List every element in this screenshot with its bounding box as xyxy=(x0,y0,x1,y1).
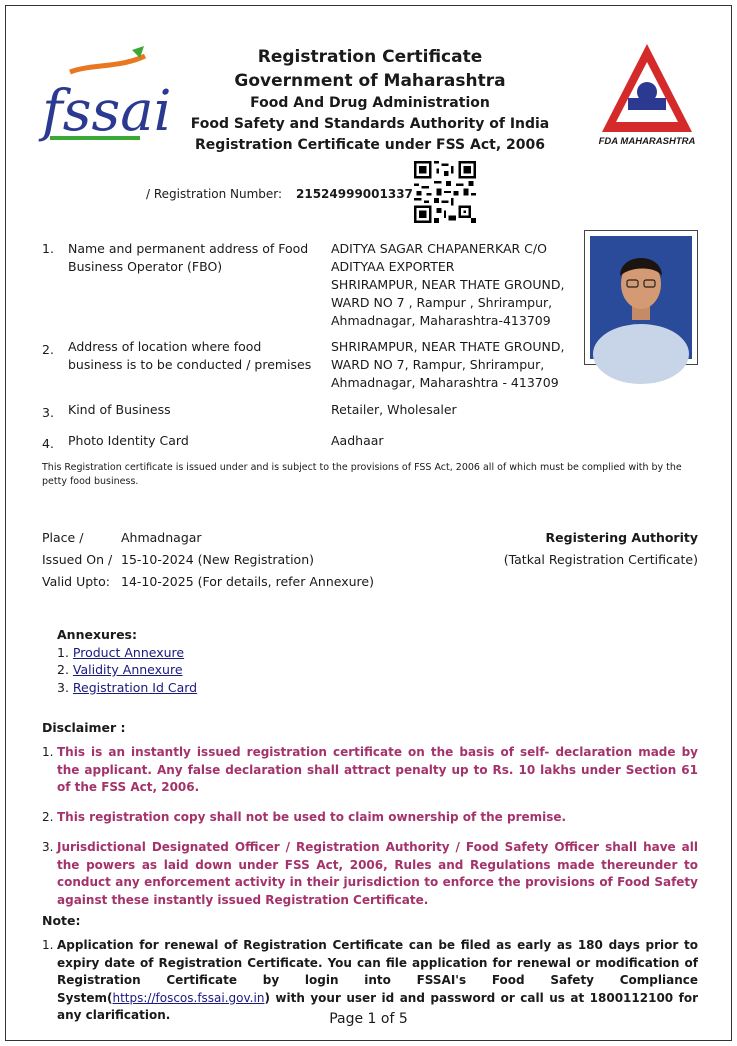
detail-value: Retailer, Wholesaler xyxy=(331,402,457,417)
disclaimer-item xyxy=(42,809,698,827)
annexure-item xyxy=(57,679,197,697)
value-line: Ahmadnagar, Maharashtra-413709 xyxy=(331,313,551,328)
note-number: 1. xyxy=(42,938,54,952)
disclaimer-number: 2. xyxy=(42,810,54,824)
detail-value: Aadhaar xyxy=(331,433,384,448)
value-line: SHRIRAMPUR, NEAR THATE GROUND, xyxy=(331,277,565,292)
header-act: Registration Certificate under FSS Act, 2006 xyxy=(195,137,545,153)
registering-authority-title: Registering Authority xyxy=(545,530,698,545)
note-title: Note: xyxy=(42,913,81,928)
place-value: Ahmadnagar xyxy=(121,530,202,545)
disclaimer-number: 3. xyxy=(42,840,54,854)
fss-act-notice: This Registration certificate is issued under and is subject to the provisions of FSS Act, 2006 all of which must be complied with by the petty food business. xyxy=(42,462,682,487)
photo-image xyxy=(590,236,692,359)
registration-id-card-link[interactable]: Registration Id Card xyxy=(72,679,198,695)
value-line: SHRIRAMPUR, NEAR THATE GROUND, xyxy=(331,339,565,354)
registration-number-label: / Registration Number: xyxy=(146,187,283,201)
detail-row-business-kind xyxy=(0,401,580,421)
annexures-title: Annexures: xyxy=(57,627,137,642)
disclaimer-item xyxy=(42,839,698,909)
person-silhouette-icon xyxy=(590,236,692,359)
issued-value: 15-10-2024 (New Registration) xyxy=(121,552,314,567)
certificate-header xyxy=(180,46,560,156)
validity-annexure-link[interactable]: Validity Annexure xyxy=(72,662,183,677)
fda-maharashtra-logo xyxy=(598,40,696,148)
value-line: ADITYAA EXPORTER xyxy=(331,259,455,274)
fssai-logo xyxy=(40,42,172,150)
detail-row-premises xyxy=(0,338,580,394)
disclaimer-number: 1. xyxy=(42,745,54,759)
detail-number: 2. xyxy=(42,342,54,357)
detail-label: Kind of Business xyxy=(68,402,171,417)
value-line: WARD NO 7 , Rampur , Shrirampur, xyxy=(331,295,553,310)
detail-number: 4. xyxy=(42,436,54,451)
valid-value: 14-10-2025 (For details, refer Annexure) xyxy=(121,574,374,589)
product-annexure-link[interactable]: Product Annexure xyxy=(72,644,185,660)
svg-text:fssai: fssai xyxy=(42,79,172,144)
detail-value xyxy=(331,338,571,392)
value-line: Ahmadnagar, Maharashtra - 413709 xyxy=(331,375,559,390)
valid-label: Valid Upto: xyxy=(42,574,110,589)
svg-text:FDA MAHARASHTRA: FDA MAHARASHTRA xyxy=(598,136,696,147)
note-text-before: Application for renewal of Registration Certificate can be filed as early as 180 days prior to expiry date of Registration Certificate. You can file application for renewal or modification of Registration Certificate by login into FSSAI's Food Safety Compliance System( xyxy=(57,938,698,1005)
registration-number-value: 21524999001337 xyxy=(296,187,413,201)
disclaimer-title: Disclaimer : xyxy=(42,720,126,735)
detail-number: 1. xyxy=(42,241,54,256)
detail-row-fbo-name xyxy=(0,240,580,330)
detail-label: Address of location where food business is to be conducted / premises xyxy=(68,339,312,372)
registering-authority-subtitle: (Tatkal Registration Certificate) xyxy=(503,552,698,567)
disclaimer-text: Jurisdictional Designated Officer / Registration Authority / Food Safety Officer shall have all the powers as laid down under FSS Act, 2006, Rules and Regulations made thereunder to conduct any enforcement activity in their jurisdiction to enforce the provisions of Food Safety against these instantly issued Registration Certificate. xyxy=(57,840,698,907)
header-title: Registration Certificate xyxy=(257,47,483,67)
disclaimer-text: This registration copy shall not be used to claim ownership of the premise. xyxy=(57,810,567,824)
page-number: Page 1 of 5 xyxy=(329,1011,408,1027)
detail-value xyxy=(331,240,571,330)
annexure-number: 1. xyxy=(57,644,69,660)
header-authority: Food Safety and Standards Authority of India xyxy=(190,116,550,132)
note-text-after: ) with your user id and password or call us at 1800112100 for any clarification. xyxy=(57,990,698,1022)
annexure-number: 2. xyxy=(57,662,69,677)
annexure-item xyxy=(57,661,197,679)
detail-number: 3. xyxy=(42,405,54,420)
place-label: Place / xyxy=(42,530,84,545)
disclaimer-text: This is an instantly issued registration certificate on the basis of self- declaration made by the applicant. Any false declaration shall attract penalty up to Rs. 10 lakhs under Section 61 of the FSS Act, 2006. xyxy=(57,745,698,794)
header-department: Food And Drug Administration xyxy=(250,95,490,111)
value-line: WARD NO 7, Rampur, Shrirampur, xyxy=(331,357,545,372)
annexures-list xyxy=(57,626,197,696)
foscos-link[interactable]: https://foscos.fssai.gov.in xyxy=(112,990,265,1005)
qr-code[interactable] xyxy=(414,161,476,223)
value-line: ADITYA SAGAR CHAPANERKAR C/O xyxy=(331,241,547,256)
issued-label: Issued On / xyxy=(42,552,113,567)
annexure-number: 3. xyxy=(57,679,69,695)
applicant-photo xyxy=(584,230,698,365)
detail-row-photo-id xyxy=(0,432,580,452)
annexure-item xyxy=(57,644,197,662)
disclaimer-item xyxy=(42,744,698,797)
detail-label: Photo Identity Card xyxy=(68,433,189,448)
detail-label: Name and permanent address of Food Business Operator (FBO) xyxy=(68,241,309,274)
header-government: Government of Maharashtra xyxy=(234,71,506,91)
